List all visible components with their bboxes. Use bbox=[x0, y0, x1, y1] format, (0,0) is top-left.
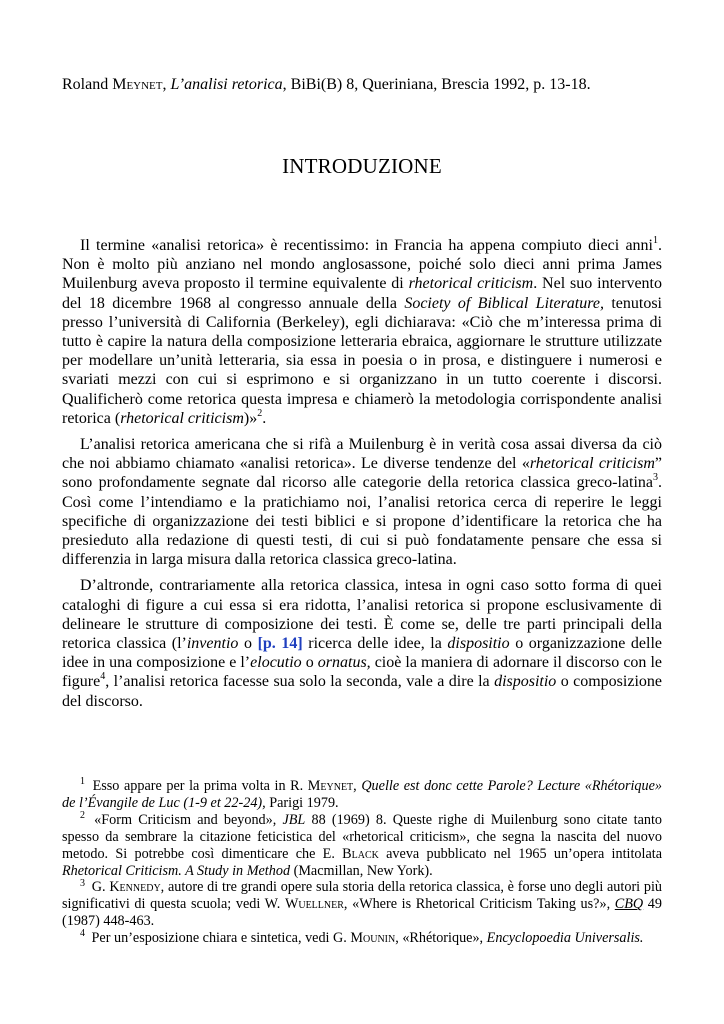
footnote-4 bbox=[62, 930, 662, 947]
italic-term: rhetorical criticism bbox=[529, 455, 655, 473]
work-title: Encyclopoedia Universalis. bbox=[486, 930, 644, 947]
text-run: L’analisi retorica americana che si rifà a Muilenburg è in verità cosa assai diversa da ciò che noi abbiamo chiamato «analisi retorica». Le diverse tendenze del « bbox=[62, 436, 662, 473]
footnote-2 bbox=[62, 812, 662, 880]
footnotes bbox=[62, 778, 662, 947]
footnote-ref-3[interactable]: 3 bbox=[653, 472, 658, 484]
text-run: 88 (1969) 8. Queste righe di Muilenburg sono citate tanto spesso da sembrare la citazione feticistica del «rhetorical criticism», che segna la nascita del nuovo metodo. Si potrebbe così dimenticare che E. bbox=[62, 811, 662, 862]
footnote-ref-1[interactable]: 1 bbox=[653, 234, 658, 246]
text-run: o bbox=[301, 654, 318, 672]
text-run: (Macmillan, New York). bbox=[290, 862, 433, 879]
italic-term: rhetorical criticism bbox=[408, 275, 534, 293]
text-run: , «Where is Rhetorical Criticism Taking us?», bbox=[343, 896, 615, 913]
publication-details: , BiBi(B) 8, Queriniana, Brescia 1992, p. 13-18. bbox=[282, 76, 591, 93]
italic-term: elocutio bbox=[250, 654, 302, 672]
footnote-number: 2 bbox=[80, 810, 85, 822]
italic-term: Society of Biblical Literature, bbox=[404, 294, 604, 312]
footnote-number: 1 bbox=[80, 776, 85, 788]
text-run: . bbox=[262, 409, 267, 427]
footnote-number: 4 bbox=[80, 928, 85, 940]
paragraph-3 bbox=[62, 576, 662, 710]
author-surname: Meynet bbox=[112, 76, 163, 93]
footnote-1 bbox=[62, 778, 662, 812]
italic-term: rhetorical criticism bbox=[120, 409, 244, 427]
text-run: cioè la maniera di adornare il discorso con le figure bbox=[62, 654, 663, 691]
text-run: ” sono profondamente segnate dal ricorso alle categorie della retorica classica greco-latina bbox=[62, 455, 662, 492]
work-title: Quelle est donc cette Parole? Lecture «Rhétorique» de l’Évangile de Luc (1-9 et 22-24), bbox=[62, 778, 663, 811]
text-run: tenutosi presso l’università di California (Berkeley), egli dichiarava: «Ciò che m’interessa prima di tutto è capire la natura della composizione letteraria ebraica, aggiornare le strutture utilizzate per modellare un’unità letteraria, sia essa in poesia o in prosa, e distinguere i numerosi e svariati mezzi con cui si esprimono e si organizzano in un tutto coerente i discorsi. Qualificherò come retorica questa impresa e chiamerò la metodologia corrispondente analisi retorica ( bbox=[62, 294, 663, 427]
italic-term: dispositio bbox=[494, 673, 557, 691]
page-title: INTRODUZIONE bbox=[282, 154, 442, 178]
footnote-ref-4[interactable]: 4 bbox=[100, 671, 106, 683]
text-run: o composizione del discorso. bbox=[62, 673, 663, 710]
text-run: , «Rhétorique», bbox=[395, 930, 487, 947]
text-run: aveva pubblicato nel 1965 un’opera intitolata bbox=[378, 845, 662, 862]
text-run: ricerca delle idee, la bbox=[302, 635, 448, 653]
author-name: Mounin bbox=[350, 930, 396, 947]
text-run: . Non è molto più anziano nel mondo anglosassone, poiché solo dieci anni prima James Muilenburg aveva proposto il termine equivalente di bbox=[62, 237, 662, 293]
text-run: , autore di tre grandi opere sula storia della retorica classica, è forse uno degli autori più significativi di questa scuola; vedi W. bbox=[62, 879, 662, 913]
text-run: Esso appare per la prima volta in R. bbox=[88, 778, 308, 794]
italic-term: inventio bbox=[186, 635, 239, 653]
text-run: , bbox=[353, 778, 362, 794]
text-run: , l’analisi retorica facesse sua solo la seconda, vale a dire la bbox=[105, 673, 495, 691]
text-run: «Form Criticism and beyond», bbox=[88, 811, 283, 828]
book-title: L’analisi retorica bbox=[170, 76, 283, 93]
italic-term: dispositio bbox=[447, 635, 510, 653]
citation-separator: , bbox=[162, 76, 171, 93]
author-name: Meynet bbox=[307, 778, 354, 794]
journal-link[interactable]: CBQ bbox=[614, 896, 644, 913]
paragraph-1 bbox=[62, 236, 662, 428]
text-run: 49 (1987) 448-463. bbox=[62, 896, 662, 930]
text-run: Parigi 1979. bbox=[265, 794, 339, 811]
text-run: o bbox=[238, 635, 258, 653]
body-text bbox=[62, 236, 662, 718]
text-run: Il termine «analisi retorica» è recentissimo: in Francia ha appena compiuto dieci anni bbox=[80, 237, 653, 254]
author-name: Kennedy bbox=[109, 879, 161, 896]
footnote-number: 3 bbox=[80, 877, 85, 889]
journal-title: JBL bbox=[282, 811, 306, 828]
paragraph-2 bbox=[62, 435, 662, 569]
text-run: G. bbox=[88, 879, 110, 896]
citation-line bbox=[62, 76, 591, 94]
text-run: . Così come l’intendiamo e la pratichiamo noi, l’analisi retorica cerca di reperire le leggi specifiche di organizzazione dei testi biblici e si propone d’identificare la retorica che ha presieduto alla redazione di questi testi, di cui si può fondatamente pensare che essa si differenzia in larga misura dalla retorica classica greco-latina. bbox=[62, 474, 662, 569]
text-run: Per un’esposizione chiara e sintetica, vedi G. bbox=[88, 930, 351, 947]
page-marker: [p. 14] bbox=[257, 635, 303, 653]
text-run: o organizzazione delle idee in una composizione e l’ bbox=[62, 635, 662, 672]
text-run: D’altronde, contrariamente alla retorica classica, intesa in ogni caso sotto forma di quei cataloghi di figure a cui essa si era ridotta, l’analisi retorica si propone esclusivamente di delineare le strutture di composizione dei testi. È come se, delle tre parti principali della retorica classica (l’ bbox=[62, 577, 662, 653]
author-name: Wuellner bbox=[284, 896, 344, 913]
italic-term: ornatus, bbox=[317, 654, 371, 672]
text-run: )» bbox=[243, 409, 258, 427]
work-title: Rhetorical Criticism. A Study in Method bbox=[62, 862, 291, 879]
author-first-name: Roland bbox=[62, 76, 113, 93]
footnote-3 bbox=[62, 879, 662, 930]
author-name: Black bbox=[342, 845, 379, 862]
text-run: . Nel suo intervento del 18 dicembre 1968 al congresso annuale della bbox=[62, 275, 662, 312]
footnote-ref-2[interactable]: 2 bbox=[257, 407, 263, 419]
